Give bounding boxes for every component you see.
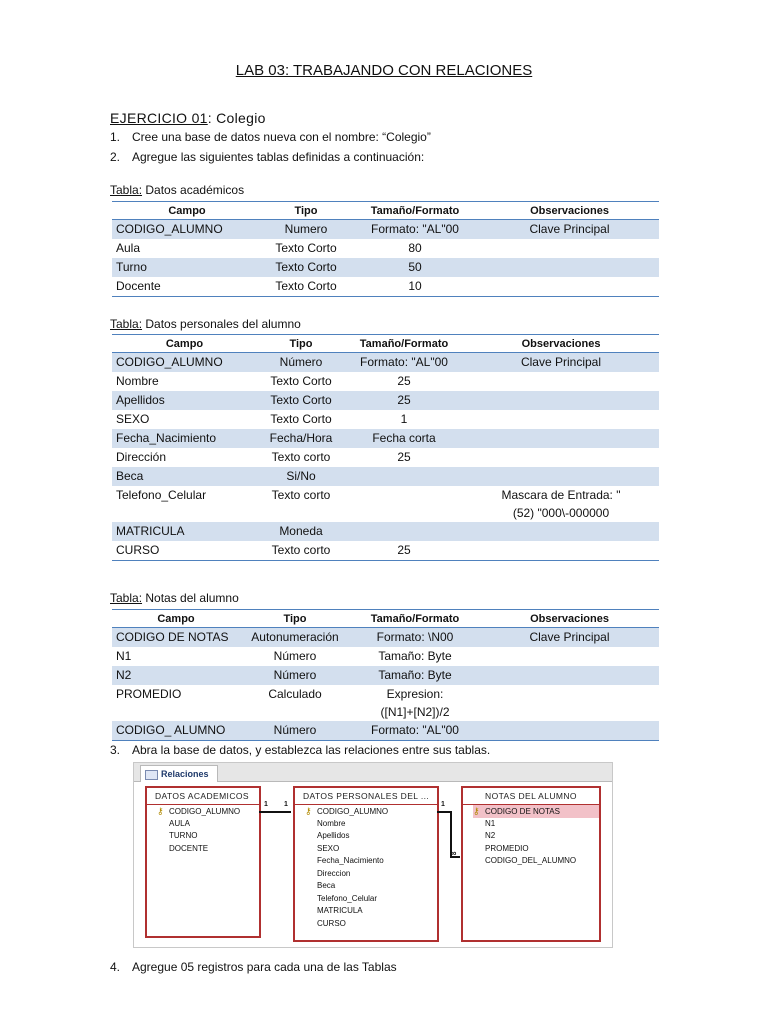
cell: MATRICULA (112, 522, 257, 541)
cell: Texto corto (257, 541, 345, 561)
cell: Texto Corto (257, 391, 345, 410)
column-header: Observaciones (480, 610, 659, 628)
column-header: Tipo (257, 335, 345, 353)
column-header: Tipo (262, 202, 350, 220)
column-header: Campo (112, 202, 262, 220)
table-row (112, 448, 659, 467)
field[interactable]: AULA (169, 818, 190, 828)
field[interactable]: DOCENTE (169, 843, 209, 853)
table-label-academicos (110, 183, 244, 197)
step-number: 2. (110, 150, 121, 164)
column-header: Observaciones (480, 202, 659, 220)
relationship-many-label: ∞ (450, 848, 457, 858)
cell: Formato: "AL"00 (345, 353, 463, 373)
table-label-notas (110, 591, 239, 605)
table-label-personales (110, 317, 301, 331)
field[interactable]: Telefono_Celular (317, 893, 378, 903)
cell: Tamaño: Byte (350, 666, 480, 685)
field[interactable]: Fecha_Nacimiento (317, 856, 384, 865)
cell (463, 429, 659, 448)
step-text: Agregue las siguientes tablas definidas a continuación: (132, 150, 425, 164)
cell: Número (240, 721, 350, 741)
table-row (112, 685, 659, 721)
key-icon: ⚷ (473, 806, 480, 816)
relations-tab-label: Relaciones (161, 769, 209, 779)
cell: Autonumeración (240, 628, 350, 648)
field[interactable]: N1 (485, 818, 496, 828)
cell (480, 666, 659, 685)
exercise-name: : Colegio (207, 110, 266, 126)
cell: 1 (400, 412, 408, 426)
entity-title: DATOS ACADEMICOS (147, 788, 259, 805)
field[interactable]: Direccion (317, 868, 351, 878)
field[interactable]: TURNO (169, 831, 198, 840)
primary-key-field[interactable]: ⚷ CODIGO DE NOTAS (473, 805, 599, 818)
table-row (112, 647, 659, 666)
key-icon: ⚷ (305, 806, 312, 816)
field[interactable]: SEXO (317, 843, 340, 853)
field[interactable]: Apellidos (317, 831, 350, 840)
entity-datos-personales[interactable] (293, 786, 439, 942)
entity-fields (147, 805, 259, 855)
cell: 10 (350, 277, 480, 297)
field[interactable]: MATRICULA (317, 906, 363, 915)
cell (480, 258, 659, 277)
cell: Fecha_Nacimiento (112, 429, 257, 448)
cell: Clave Principal (480, 220, 659, 240)
cell (463, 372, 659, 391)
cell: N2 (112, 666, 240, 685)
cell: Fecha/Hora (257, 429, 345, 448)
table-row (112, 721, 659, 741)
step-number: 3. (110, 743, 121, 757)
column-header: Campo (112, 610, 240, 628)
cell (463, 467, 659, 486)
cell: 25 (397, 450, 411, 464)
step-2 (110, 150, 424, 164)
cell: Clave Principal (480, 628, 659, 648)
column-header: Campo (112, 335, 257, 353)
cell: CURSO (112, 541, 257, 561)
cell: Turno (112, 258, 262, 277)
cell: Si/No (257, 467, 345, 486)
table-row (112, 486, 659, 522)
column-header: Tipo (240, 610, 350, 628)
step-number: 4. (110, 960, 121, 974)
cell: Tamaño: Byte (378, 649, 452, 663)
cell: Numero (262, 220, 350, 240)
table-row (112, 410, 659, 429)
relationship-one-label: 1 (284, 801, 288, 808)
field[interactable]: CURSO (317, 918, 346, 928)
cell: Calculado (268, 687, 322, 701)
cell: Fecha corta (345, 429, 463, 448)
entity-fields (463, 805, 599, 868)
table-prefix: Tabla: (110, 317, 143, 331)
cell: Dirección (116, 450, 167, 464)
cell: 25 (397, 374, 411, 388)
cell: Número (257, 353, 345, 373)
step-3 (110, 743, 490, 757)
relations-tab[interactable] (140, 765, 218, 782)
exercise-label: EJERCICIO 01 (110, 110, 208, 126)
cell: Texto corto (271, 450, 331, 464)
cell (463, 522, 659, 541)
cell: 25 (345, 391, 463, 410)
table-datos-academicos (112, 201, 659, 297)
table-header-row (112, 335, 659, 353)
table-notas-alumno (112, 609, 659, 741)
relations-diagram (133, 762, 613, 948)
field[interactable]: Nombre (317, 818, 346, 828)
cell: SEXO (116, 412, 150, 426)
cell: CODIGO_ALUMNO (112, 353, 257, 373)
table-row (112, 220, 659, 240)
cell: Texto Corto (270, 412, 332, 426)
cell: CODIGO_ALUMNO (112, 220, 262, 240)
cell (463, 448, 659, 467)
cell: Mascara de Entrada: "(52) "000\-000000 (501, 488, 621, 520)
table-name: Datos personales del alumno (145, 317, 301, 331)
primary-key-field[interactable]: ⚷ CODIGO_ALUMNO (157, 806, 241, 816)
cell: Beca (112, 467, 257, 486)
table-row (112, 522, 659, 541)
column-header: Observaciones (463, 335, 659, 353)
field[interactable]: N2 (485, 831, 496, 840)
cell: Nombre (116, 374, 159, 388)
cell: Apellidos (112, 391, 257, 410)
step-text: Abra la base de datos, y establezca las relaciones entre sus tablas. (132, 743, 491, 757)
cell: Aula (116, 241, 141, 255)
field[interactable]: CODIGO_DEL_ALUMNO (485, 856, 577, 865)
table-row (112, 353, 659, 373)
step-text: Cree una base de datos nueva con el nombre: “Colegio” (132, 130, 431, 144)
relationships-icon (145, 770, 158, 780)
cell: Texto Corto (275, 241, 337, 255)
step-1 (110, 130, 431, 144)
entity-title: NOTAS DEL ALUMNO (463, 788, 599, 805)
column-header: Tamaño/Formato (350, 202, 480, 220)
entity-notas-alumno[interactable] (461, 786, 601, 942)
relationship-one-label: 1 (264, 801, 268, 808)
cell (480, 685, 659, 721)
table-row (112, 467, 659, 486)
cell: Número (240, 666, 350, 685)
table-row (112, 429, 659, 448)
table-name: Datos académicos (145, 183, 245, 197)
table-row (112, 372, 659, 391)
cell: Expresion: ([N1]+[N2])/2 (380, 687, 450, 719)
cell (463, 391, 659, 410)
table-header-row (112, 610, 659, 628)
table-row (112, 391, 659, 410)
field[interactable]: PROMEDIO (485, 843, 529, 853)
table-name: Notas del alumno (145, 591, 239, 605)
column-header: Tamaño/Formato (350, 610, 480, 628)
step-4 (110, 960, 397, 974)
key-icon: ⚷ (157, 806, 164, 816)
cell: Texto Corto (262, 258, 350, 277)
cell (345, 467, 463, 486)
cell (345, 486, 463, 522)
column-header: Tamaño/Formato (345, 335, 463, 353)
cell: 50 (350, 258, 480, 277)
table-datos-personales (112, 334, 659, 561)
cell: Formato: "AL"00 (350, 721, 480, 741)
cell (480, 239, 659, 258)
entity-fields (295, 805, 437, 930)
relationship-one-label: 1 (441, 801, 445, 808)
cell (345, 522, 463, 541)
relationship-line-1-1[interactable] (259, 811, 291, 813)
table-row (112, 541, 659, 561)
cell: Formato: \N00 (350, 628, 480, 648)
cell (463, 541, 659, 561)
table-row (112, 277, 659, 297)
cell: Texto corto (271, 488, 331, 502)
exercise-heading (110, 110, 266, 126)
cell (480, 277, 659, 297)
cell: N1 (116, 649, 132, 663)
cell: Texto Corto (262, 277, 350, 297)
cell: Texto Corto (270, 374, 332, 388)
document-title: LAB 03: TRABAJANDO CON RELACIONES (235, 62, 533, 79)
cell: Número (273, 649, 317, 663)
cell: Clave Principal (463, 353, 659, 373)
table-prefix: Tabla: (110, 591, 143, 605)
table-row (112, 239, 659, 258)
cell: 25 (345, 541, 463, 561)
entity-datos-academicos[interactable] (145, 786, 261, 938)
primary-key-field[interactable]: ⚷ CODIGO_ALUMNO (305, 806, 389, 816)
cell (480, 721, 659, 741)
step-number: 1. (110, 130, 121, 144)
cell (463, 410, 659, 429)
cell: Telefono_Celular (116, 488, 207, 502)
field[interactable]: Beca (317, 881, 336, 890)
cell: Docente (112, 277, 262, 297)
cell: Formato: "AL"00 (350, 220, 480, 240)
relationship-line-segment[interactable] (437, 811, 451, 813)
step-text: Agregue 05 registros para cada una de las Tablas (132, 960, 397, 974)
cell (480, 647, 659, 666)
cell: PROMEDIO (116, 687, 182, 701)
relations-tabbar (134, 763, 612, 782)
table-row (112, 666, 659, 685)
table-row (112, 258, 659, 277)
table-header-row (112, 202, 659, 220)
cell: CODIGO DE NOTAS (112, 628, 240, 648)
table-row (112, 628, 659, 648)
table-prefix: Tabla: (110, 183, 143, 197)
entity-title: DATOS PERSONALES DEL ... (295, 788, 437, 805)
cell: 80 (408, 241, 422, 255)
cell: Moneda (257, 522, 345, 541)
cell: CODIGO_ ALUMNO (112, 721, 240, 741)
